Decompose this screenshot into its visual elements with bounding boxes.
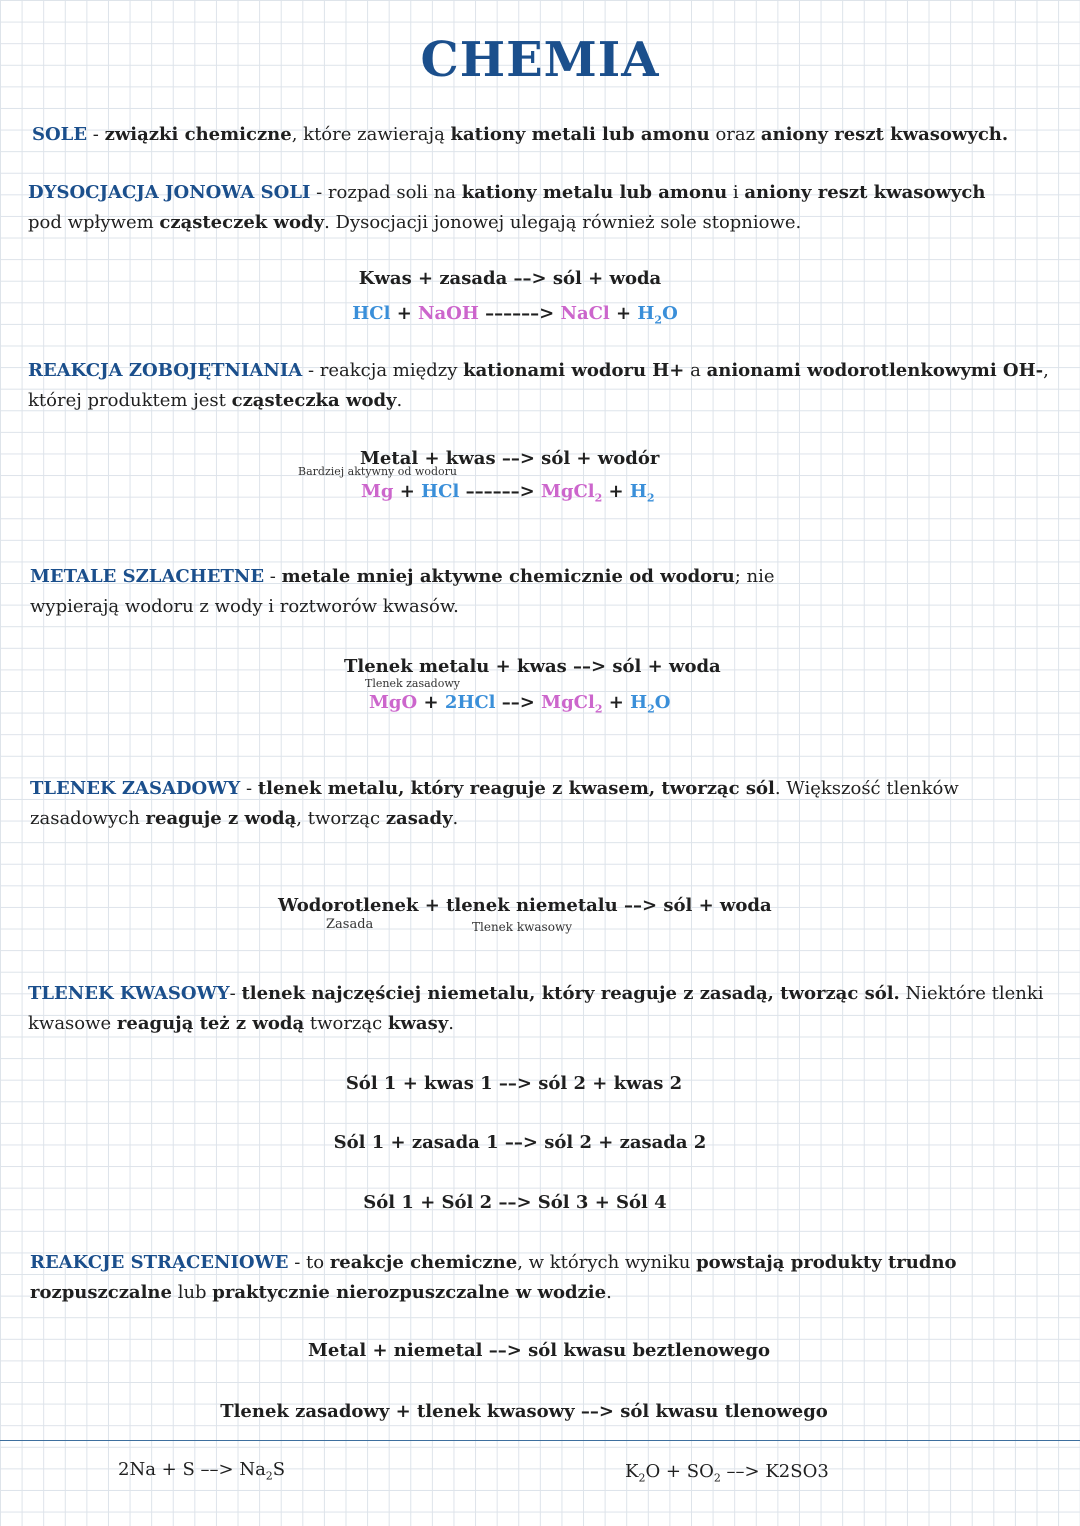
definition-tlenek-kwasowy bbox=[28, 979, 1044, 1039]
subscript: 2 bbox=[594, 491, 603, 505]
plus: + bbox=[602, 692, 631, 713]
note-zasada: Zasada bbox=[326, 917, 374, 932]
plus: + bbox=[390, 303, 419, 324]
bold-text: związki chemiczne bbox=[104, 124, 292, 145]
bold-text: reakcje chemiczne bbox=[329, 1252, 518, 1273]
term-tlenek-zasadowy: TLENEK ZASADOWY bbox=[30, 778, 241, 799]
text: . bbox=[448, 1013, 454, 1034]
bold-text: kationy metali lub amonu bbox=[450, 124, 710, 145]
definition-metale bbox=[30, 562, 775, 622]
bold-text: reagują też z wodą bbox=[116, 1013, 305, 1034]
bold-text: cząsteczka wody bbox=[231, 390, 397, 411]
plus: + bbox=[609, 303, 638, 324]
text: - reakcja między bbox=[302, 360, 464, 381]
reactant: Mg bbox=[361, 481, 394, 502]
equation-sol-sol: Sól 1 + Sól 2 ––> Sól 3 + Sól 4 bbox=[363, 1192, 667, 1213]
plus: + bbox=[393, 481, 422, 502]
reactant: HCl bbox=[352, 303, 391, 324]
bold-text: zasady bbox=[385, 808, 453, 829]
plus: + bbox=[602, 481, 630, 502]
bold-text: powstają produkty trudno bbox=[696, 1252, 957, 1273]
equation-sol-kwas: Sól 1 + kwas 1 ––> sól 2 + kwas 2 bbox=[345, 1073, 683, 1094]
text: 2Na + S ––> Na bbox=[118, 1459, 266, 1480]
text: wypierają wodoru z wody i roztworów kwasów. bbox=[30, 596, 459, 617]
product bbox=[637, 303, 678, 327]
bold-text: aniony reszt kwasowych. bbox=[760, 124, 1009, 145]
text: - rozpad soli na bbox=[310, 182, 462, 203]
symbol: MgCl bbox=[541, 692, 595, 713]
text: - bbox=[240, 778, 258, 799]
text: , które zawierają bbox=[291, 124, 451, 145]
bold-text: anionami wodorotlenkowymi OH- bbox=[706, 360, 1044, 381]
text: . bbox=[606, 1282, 612, 1303]
equation-mg-hcl bbox=[361, 481, 655, 505]
symbol: MgCl bbox=[540, 481, 595, 502]
equation-tlenek-metalu: Tlenek metalu + kwas ––> sól + woda bbox=[344, 656, 721, 677]
equation-wodorotlenek: Wodorotlenek + tlenek niemetalu ––> sól + woda bbox=[278, 895, 772, 916]
equation-hcl-naoh bbox=[0, 303, 1030, 327]
text: Niektóre tlenki bbox=[899, 983, 1044, 1004]
equation-metal-kwas: Metal + kwas ––> sól + wodór bbox=[360, 448, 660, 469]
term-sole: SOLE bbox=[32, 124, 88, 145]
text: kwasowe bbox=[28, 1013, 117, 1034]
subscript: 2 bbox=[265, 1469, 273, 1483]
page-title: CHEMIA bbox=[420, 32, 660, 88]
product: NaCl bbox=[560, 303, 610, 324]
definition-dysocjacja bbox=[28, 178, 985, 238]
reactant: 2HCl bbox=[444, 692, 496, 713]
text: O + SO bbox=[645, 1461, 714, 1482]
equation-kwas-zasada: Kwas + zasada ––> sól + woda bbox=[358, 268, 662, 289]
symbol: O bbox=[662, 303, 678, 324]
bold-text: kationami wodoru H+ bbox=[463, 360, 685, 381]
subscript: 2 bbox=[646, 491, 655, 505]
definition-straceniowe bbox=[30, 1248, 957, 1308]
bold-text: reaguje z wodą bbox=[145, 808, 297, 829]
definition-sole bbox=[32, 120, 1008, 150]
bold-text: rozpuszczalne bbox=[30, 1282, 172, 1303]
subscript: 2 bbox=[638, 1471, 646, 1485]
arrow: ––> bbox=[495, 692, 542, 713]
text: lub bbox=[171, 1282, 213, 1303]
term-zobojetniania: REAKCJA ZOBOJĘTNIANIA bbox=[28, 360, 303, 381]
equation-metal-niemetal: Metal + niemetal ––> sól kwasu beztlenowego bbox=[308, 1340, 770, 1361]
text: - bbox=[229, 983, 242, 1004]
example-na-s bbox=[118, 1459, 285, 1483]
note-aktywny: Bardziej aktywny od wodoru bbox=[298, 465, 457, 478]
subscript: 2 bbox=[713, 1471, 721, 1485]
equation-mgo-hcl bbox=[369, 692, 670, 716]
note-tlenek-zasadowy: Tlenek zasadowy bbox=[365, 677, 460, 690]
product bbox=[629, 481, 655, 505]
product bbox=[541, 692, 603, 716]
subscript: 2 bbox=[594, 702, 603, 716]
text: , bbox=[1043, 360, 1049, 381]
definition-zobojetniania bbox=[28, 356, 1049, 416]
text: pod wpływem bbox=[28, 212, 160, 233]
bold-text: metale mniej aktywne chemicznie od wodoru bbox=[281, 566, 735, 587]
text: oraz bbox=[709, 124, 761, 145]
text: - bbox=[264, 566, 282, 587]
arrow: ––––––> bbox=[459, 481, 541, 502]
bold-text: tlenek najczęściej niemetalu, który reaguje z zasadą, tworząc sól. bbox=[241, 983, 900, 1004]
bold-text: kwasy bbox=[387, 1013, 449, 1034]
text: . Większość tlenków bbox=[774, 778, 959, 799]
reactant: MgO bbox=[369, 692, 418, 713]
text: - to bbox=[288, 1252, 330, 1273]
text: tworząc bbox=[304, 1013, 388, 1034]
divider-line bbox=[0, 1440, 1080, 1441]
text: . Dysocjacji jonowej ulegają również sole stopniowe. bbox=[324, 212, 802, 233]
text: K bbox=[625, 1461, 639, 1482]
symbol: H bbox=[629, 481, 647, 502]
text: ; nie bbox=[734, 566, 775, 587]
symbol: H bbox=[637, 303, 655, 324]
product bbox=[630, 692, 671, 716]
note-tlenek-kwasowy: Tlenek kwasowy bbox=[472, 920, 572, 934]
text: . bbox=[452, 808, 459, 829]
text: S bbox=[272, 1459, 286, 1480]
text: ––> K2SO3 bbox=[720, 1461, 829, 1482]
term-dysocjacja: DYSOCJACJA JONOWA SOLI bbox=[28, 182, 311, 203]
bold-text: praktycznie nierozpuszczalne w wodzie bbox=[212, 1282, 607, 1303]
text: - bbox=[87, 124, 105, 145]
bold-text: kationy metalu lub amonu bbox=[461, 182, 728, 203]
text: i bbox=[727, 182, 745, 203]
text: a bbox=[684, 360, 707, 381]
symbol: O bbox=[654, 692, 671, 713]
term-straceniowe: REAKCJE STRĄCENIOWE bbox=[30, 1252, 289, 1273]
subscript: 2 bbox=[647, 702, 655, 716]
reactant: NaOH bbox=[418, 303, 479, 324]
term-metale: METALE SZLACHETNE bbox=[30, 566, 265, 587]
example-k2o-so2 bbox=[625, 1461, 829, 1485]
arrow: ––––––> bbox=[478, 303, 561, 324]
bold-text: tlenek metalu, który reaguje z kwasem, tworząc sól bbox=[257, 778, 775, 799]
bold-text: cząsteczek wody bbox=[159, 212, 325, 233]
definition-tlenek-zasadowy bbox=[30, 774, 959, 834]
text: zasadowych bbox=[30, 808, 146, 829]
plus: + bbox=[417, 692, 445, 713]
product bbox=[540, 481, 603, 505]
text: której produktem jest bbox=[28, 390, 232, 411]
reactant: HCl bbox=[421, 481, 460, 502]
text: , w których wyniku bbox=[517, 1252, 697, 1273]
symbol: H bbox=[630, 692, 648, 713]
equation-sol-zasada: Sól 1 + zasada 1 ––> sól 2 + zasada 2 bbox=[333, 1132, 707, 1153]
equation-tlenek-zasadowy-kwasowy: Tlenek zasadowy + tlenek kwasowy ––> sól kwasu tlenowego bbox=[220, 1401, 828, 1422]
text: , tworząc bbox=[296, 808, 386, 829]
text: . bbox=[396, 390, 403, 411]
subscript: 2 bbox=[654, 313, 663, 327]
term-tlenek-kwasowy: TLENEK KWASOWY bbox=[28, 983, 230, 1004]
bold-text: aniony reszt kwasowych bbox=[744, 182, 986, 203]
